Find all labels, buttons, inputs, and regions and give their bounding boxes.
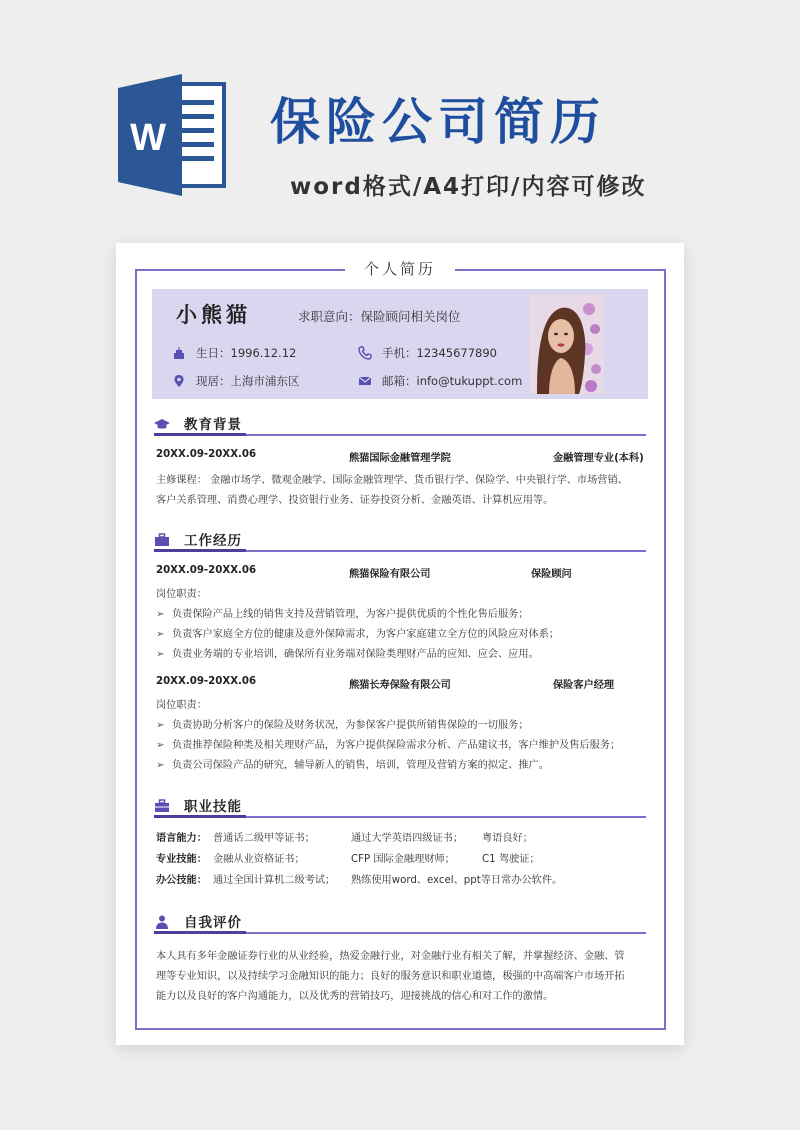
email-info: [358, 373, 522, 389]
chevron-right-icon: ➢: [156, 649, 165, 660]
section-rule-accent: [154, 931, 246, 934]
person-icon: [154, 914, 170, 930]
section-title: 自我评价: [184, 915, 242, 931]
address-text: 现居：上海市浦东区: [196, 374, 300, 388]
duty-item: ➢ 负责业务端的专业培训，确保所有业务端对保险类理财产品的应知、应会、应用。: [156, 649, 539, 660]
location-pin-icon: [172, 374, 186, 388]
section-self-evaluation: [154, 911, 646, 935]
skill-label: 语言能力：: [156, 833, 207, 844]
self-evaluation-line: 本人具有多年金融证券行业的从业经验，热爱金融行业，对金融行业有相关了解，并掌握经济、金融、管: [156, 951, 625, 962]
job-company: 熊猫保险有限公司: [349, 569, 431, 580]
skill-value: 通过大学英语四级证书；: [351, 833, 464, 844]
skill-value: 普通话二级甲等证书；: [213, 833, 315, 844]
graduation-cap-icon: [154, 416, 170, 432]
skill-value: 通过全国计算机二级考试；: [213, 875, 336, 886]
banner-title: 保险公司简历: [270, 93, 606, 151]
portrait-image: [529, 294, 604, 394]
section-education: [154, 413, 646, 437]
section-rule-accent: [154, 433, 246, 436]
svg-text:W: W: [130, 117, 166, 159]
chevron-right-icon: ➢: [156, 720, 165, 731]
job-period: 20XX.09-20XX.06: [156, 565, 257, 576]
education-school: 熊猫国际金融管理学院: [349, 453, 451, 464]
duty-item: ➢ 负责协助分析客户的保险及财务状况，为参保客户提供所销售保险的一切服务；: [156, 720, 529, 731]
self-evaluation-line: 能力以及良好的客户沟通能力，以及优秀的营销技巧，迎接挑战的信心和对工作的激情。: [156, 991, 554, 1002]
chevron-right-icon: ➢: [156, 609, 165, 620]
job-role: 保险客户经理: [553, 680, 615, 691]
cake-icon: [172, 346, 186, 360]
job-period: 20XX.09-20XX.06: [156, 676, 257, 687]
phone-text: 手机：12345677890: [382, 346, 497, 360]
profile-photo: [529, 294, 604, 394]
job-intent: 求职意向：保险顾问相关岗位: [298, 309, 461, 324]
education-period: 20XX.09-20XX.06: [156, 449, 257, 460]
skill-label: 办公技能：: [156, 875, 207, 886]
birthday-info: [172, 345, 296, 361]
envelope-icon: [358, 374, 372, 388]
skill-value: CFP 国际金融理财师；: [351, 854, 455, 865]
section-rule-accent: [154, 815, 246, 818]
section-skills: [154, 795, 646, 819]
chevron-right-icon: ➢: [156, 760, 165, 771]
section-title: 工作经历: [184, 533, 242, 549]
resume-paper: [116, 243, 684, 1045]
section-title: 职业技能: [184, 799, 242, 815]
section-work: [154, 529, 646, 553]
job-duties-label: 岗位职责：: [156, 700, 207, 711]
phone-info: [358, 345, 497, 361]
phone-icon: [358, 346, 372, 360]
chevron-right-icon: ➢: [156, 740, 165, 751]
toolbox-icon: [154, 798, 170, 814]
chevron-right-icon: ➢: [156, 629, 165, 640]
duty-item: ➢ 负责客户家庭全方位的健康及意外保障需求，为客户家庭建立全方位的风险应对体系；: [156, 629, 560, 640]
education-courses-line: 主修课程： 金融市场学、微观金融学、国际金融管理学、货币银行学、保险学、中央银行学、市场营销、: [156, 475, 628, 486]
duty-item: ➢ 负责保险产品上线的销售支持及营销管理，为客户提供优质的个性化售后服务；: [156, 609, 529, 620]
job-role: 保险顾问: [531, 569, 572, 580]
skill-value: 金融从业资格证书；: [213, 854, 305, 865]
skill-value: 熟练使用word、excel、ppt等日常办公软件。: [351, 875, 563, 886]
skill-label: 专业技能：: [156, 854, 207, 865]
birthday-text: 生日：1996.12.12: [196, 346, 297, 360]
banner: [0, 0, 800, 240]
duty-item: ➢ 负责推荐保险种类及相关理财产品，为客户提供保险需求分析、产品建议书，客户维护及售后服务；: [156, 740, 621, 751]
education-courses-line: 客户关系管理、消费心理学、投资银行业务、证券投资分析、金融英语、计算机应用等。: [156, 495, 554, 506]
profile-card: [152, 289, 648, 399]
banner-subtitle: word格式/A4打印/内容可修改: [290, 174, 647, 200]
duty-item: ➢ 负责公司保险产品的研究，辅导新人的销售，培训，管理及营销方案的拟定、推广。: [156, 760, 549, 771]
job-company: 熊猫长寿保险有限公司: [349, 680, 451, 691]
email-text: 邮箱：info@tukuppt.com: [382, 374, 523, 388]
word-document-icon: [118, 74, 228, 196]
candidate-name: 小熊猫: [176, 303, 251, 327]
document-title: 个人简历: [345, 256, 455, 282]
skill-value: C1 驾驶证；: [482, 854, 540, 865]
education-major: 金融管理专业(本科): [553, 453, 644, 464]
job-duties-label: 岗位职责：: [156, 589, 207, 600]
self-evaluation-line: 理等专业知识，以及持续学习金融知识的能力；良好的服务意识和职业道德，极强的中高端客户市场开拓: [156, 971, 625, 982]
section-title: 教育背景: [184, 417, 242, 433]
address-info: [172, 373, 300, 389]
briefcase-icon: [154, 532, 170, 548]
section-rule-accent: [154, 549, 246, 552]
skill-value: 粤语良好；: [482, 833, 533, 844]
